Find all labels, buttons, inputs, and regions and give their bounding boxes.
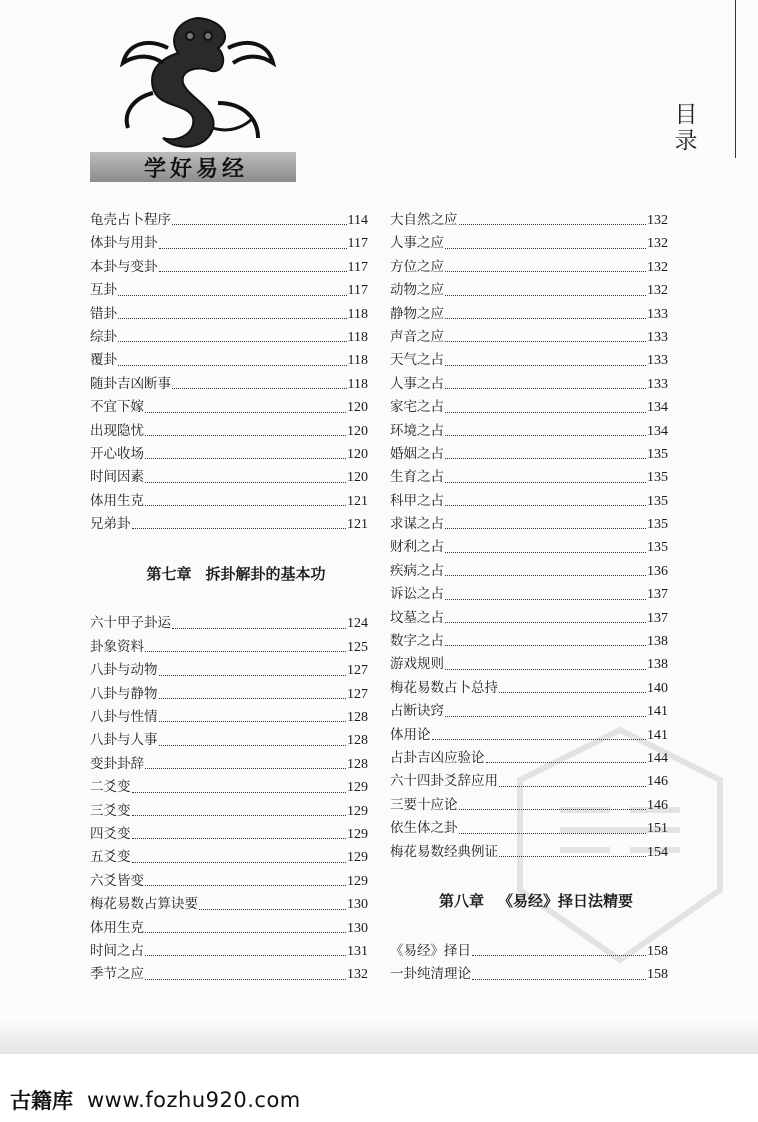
leader-dots: [132, 815, 347, 816]
leader-dots: [159, 271, 347, 272]
toc-entry-page: 131: [347, 943, 368, 959]
toc-entry[interactable]: [90, 442, 368, 465]
toc-entry-title: 环境之占: [390, 422, 444, 439]
toc-entry[interactable]: [90, 728, 368, 751]
toc-entry-page: 151: [647, 821, 668, 837]
toc-entry-page: 129: [347, 826, 368, 842]
toc-entry-page: 137: [647, 610, 668, 626]
leader-dots: [159, 745, 347, 746]
toc-entry[interactable]: [90, 752, 368, 775]
toc-entry-title: 占断诀窍: [390, 703, 444, 720]
toc-entry[interactable]: [90, 658, 368, 681]
toc-entry-title: 天气之占: [390, 352, 444, 369]
toc-entry-title: 坟墓之占: [390, 609, 444, 626]
toc-entry-page: 129: [347, 873, 368, 889]
toc-entry[interactable]: [90, 255, 368, 278]
toc-entry-page: 138: [647, 657, 668, 673]
toc-entry-title: 时间因素: [90, 469, 144, 486]
toc-entry-page: 141: [647, 704, 668, 720]
toc-entry-page: 128: [347, 733, 368, 749]
toc-entry-title: 错卦: [90, 305, 117, 322]
toc-entry-page: 121: [347, 517, 368, 533]
toc-entry-title: 人事之占: [390, 375, 444, 392]
leader-dots: [159, 721, 347, 722]
leader-dots: [445, 552, 646, 553]
toc-entry-title: 占卦吉凶应验论: [390, 749, 485, 766]
toc-entry[interactable]: [390, 465, 668, 488]
chapter-number: 第八章: [438, 892, 484, 911]
toc-entry[interactable]: [390, 348, 668, 371]
toc-entry-page: 132: [647, 213, 668, 228]
toc-entry[interactable]: [390, 652, 668, 675]
toc-entry-page: 120: [347, 470, 368, 486]
toc-entry[interactable]: [390, 419, 668, 442]
toc-entry-page: 130: [347, 920, 368, 936]
leader-dots: [445, 248, 646, 249]
toc-left-column: [90, 208, 368, 986]
toc-entry-page: 124: [347, 616, 368, 632]
toc-entry-page: 125: [347, 639, 368, 655]
leader-dots: [445, 271, 646, 272]
toc-entry-title: 梅花易数占卜总持: [390, 679, 498, 696]
toc-entry-title: 方位之应: [390, 258, 444, 275]
toc-entry-page: 117: [347, 283, 368, 299]
toc-entry[interactable]: [90, 845, 368, 868]
toc-entry-page: 132: [647, 236, 668, 252]
toc-entry-title: 八卦与性情: [90, 709, 158, 726]
toc-entry-title: 声音之应: [390, 328, 444, 345]
site-url-link[interactable]: www.fozhu920.com: [87, 1088, 301, 1112]
leader-dots: [132, 528, 347, 529]
toc-entry-title: 八卦与静物: [90, 685, 158, 702]
toc-heading-char-1: 目: [674, 102, 698, 128]
leader-dots: [445, 388, 646, 389]
leader-dots: [145, 979, 346, 980]
toc-entry-page: 129: [347, 780, 368, 796]
leader-dots: [445, 716, 646, 717]
leader-dots: [118, 365, 347, 366]
toc-entry-page: 120: [347, 400, 368, 416]
leader-dots: [445, 295, 646, 296]
toc-entry-page: 128: [347, 756, 368, 772]
toc-entry-page: 118: [347, 376, 368, 392]
spacer: [90, 535, 368, 545]
leader-dots: [472, 979, 646, 980]
toc-entry-title: 时间之占: [90, 942, 144, 959]
leader-dots: [159, 675, 347, 676]
toc-entry-page: 118: [347, 353, 368, 369]
chapter-title: 《易经》择日法精要: [498, 892, 634, 911]
toc-entry-title: 求谋之占: [390, 516, 444, 533]
leader-dots: [172, 628, 346, 629]
toc-entry-title: 互卦: [90, 282, 117, 299]
toc-entry[interactable]: [390, 208, 668, 231]
leader-dots: [445, 645, 646, 646]
chapter-heading[interactable]: [90, 545, 368, 601]
leader-dots: [499, 692, 646, 693]
toc-entry-title: 本卦与变卦: [90, 258, 158, 275]
toc-entry[interactable]: [90, 682, 368, 705]
toc-entry-title: 体用生克: [90, 492, 144, 509]
toc-entry-page: 132: [647, 259, 668, 275]
toc-entry[interactable]: [390, 302, 668, 325]
leader-dots: [132, 792, 347, 793]
toc-entry[interactable]: [90, 348, 368, 371]
toc-entry-page: 146: [647, 797, 668, 813]
toc-entry[interactable]: [90, 372, 368, 395]
toc-entry-title: 开心收场: [90, 445, 144, 462]
toc-entry-page: 138: [647, 634, 668, 650]
toc-entry[interactable]: [390, 582, 668, 605]
toc-entry[interactable]: [90, 962, 368, 985]
toc-entry[interactable]: [390, 676, 668, 699]
toc-entry-title: 游戏规则: [390, 656, 444, 673]
leader-dots: [118, 318, 347, 319]
toc-entry-title: 四爻变: [90, 825, 131, 842]
toc-entry[interactable]: [90, 489, 368, 512]
toc-entry-page: 128: [347, 710, 368, 726]
toc-entry-title: 季节之应: [90, 966, 144, 983]
toc-entry-page: 133: [647, 306, 668, 322]
toc-entry-title: 六十四卦爻辞应用: [390, 773, 498, 790]
toc-entry[interactable]: [90, 465, 368, 488]
toc-entry-page: 135: [647, 517, 668, 533]
toc-entry-page: 137: [647, 587, 668, 603]
toc-entry-page: 146: [647, 774, 668, 790]
toc-entry-title: 覆卦: [90, 352, 117, 369]
toc-entry[interactable]: [90, 822, 368, 845]
leader-dots: [118, 341, 347, 342]
bagua-watermark-icon: [500, 720, 740, 970]
toc-entry[interactable]: [90, 869, 368, 892]
toc-entry-page: 132: [347, 967, 368, 983]
toc-entry-title: 一卦纯清理论: [390, 966, 471, 983]
toc-entry-page: 135: [647, 470, 668, 486]
toc-entry[interactable]: [390, 559, 668, 582]
toc-entry-page: 130: [347, 897, 368, 913]
book-title: 学好易经: [143, 156, 248, 182]
toc-entry-page: 118: [347, 329, 368, 345]
toc-entry[interactable]: [90, 208, 368, 231]
leader-dots: [445, 458, 646, 459]
toc-entry-page: 141: [647, 727, 668, 743]
margin-rule: [735, 0, 736, 158]
toc-entry[interactable]: [90, 302, 368, 325]
leader-dots: [145, 505, 346, 506]
leader-dots: [172, 224, 347, 225]
toc-entry-title: 三要十应论: [390, 796, 458, 813]
toc-entry[interactable]: [90, 705, 368, 728]
toc-entry-title: 生育之占: [390, 469, 444, 486]
chapter-number: 第七章: [146, 564, 192, 583]
leader-dots: [459, 224, 647, 225]
leader-dots: [445, 599, 646, 600]
toc-entry-title: 兄弟卦: [90, 516, 131, 533]
toc-entry[interactable]: [390, 372, 668, 395]
leader-dots: [145, 435, 346, 436]
chapter-title: 拆卦解卦的基本功: [205, 564, 326, 583]
leader-dots: [445, 318, 646, 319]
toc-entry-page: 127: [347, 686, 368, 702]
toc-entry-title: 财利之占: [390, 539, 444, 556]
leader-dots: [445, 482, 646, 483]
toc-entry-title: 龟壳占卜程序: [90, 212, 171, 228]
toc-entry-page: 117: [347, 236, 368, 252]
toc-entry-title: 五爻变: [90, 849, 131, 866]
toc-entry[interactable]: [390, 231, 668, 254]
leader-dots: [145, 651, 346, 652]
leader-dots: [445, 412, 646, 413]
leader-dots: [159, 248, 347, 249]
toc-entry-title: 六十甲子卦运: [90, 615, 171, 632]
toc-entry-title: 婚姻之占: [390, 445, 444, 462]
toc-entry[interactable]: [390, 278, 668, 301]
toc-entry[interactable]: [90, 916, 368, 939]
toc-entry[interactable]: [390, 629, 668, 652]
toc-entry-title: 梅花易数占算诀要: [90, 896, 198, 913]
toc-entry-page: 140: [647, 680, 668, 696]
toc-entry-page: 120: [347, 446, 368, 462]
toc-entry[interactable]: [90, 799, 368, 822]
toc-entry[interactable]: [90, 892, 368, 915]
toc-entry-page: 133: [647, 329, 668, 345]
toc-entry[interactable]: [90, 611, 368, 634]
leader-dots: [145, 458, 346, 459]
toc-entry-page: 134: [647, 423, 668, 439]
leader-dots: [145, 768, 346, 769]
leader-dots: [145, 412, 346, 413]
toc-entry-page: 135: [647, 540, 668, 556]
toc-entry-title: 综卦: [90, 328, 117, 345]
toc-entry-title: 八卦与动物: [90, 662, 158, 679]
toc-entry[interactable]: [90, 419, 368, 442]
toc-entry-title: 人事之应: [390, 235, 444, 252]
toc-entry-page: 127: [347, 663, 368, 679]
leader-dots: [145, 482, 346, 483]
toc-entry[interactable]: [90, 278, 368, 301]
dragon-illustration: [108, 8, 288, 158]
leader-dots: [145, 932, 346, 933]
toc-entry[interactable]: [90, 939, 368, 962]
toc-entry-title: 疾病之占: [390, 562, 444, 579]
toc-entry[interactable]: [390, 255, 668, 278]
site-footer: [0, 1078, 758, 1122]
page-edge-shadow: [0, 1020, 758, 1054]
book-title-banner: [90, 152, 296, 182]
toc-entry-page: 129: [347, 803, 368, 819]
leader-dots: [445, 575, 646, 576]
toc-entry[interactable]: [90, 635, 368, 658]
toc-entry[interactable]: [90, 775, 368, 798]
leader-dots: [445, 365, 646, 366]
toc-entry-title: 依生体之卦: [390, 820, 458, 837]
toc-entry-title: 动物之应: [390, 282, 444, 299]
spacer: [90, 601, 368, 611]
toc-entry[interactable]: [390, 395, 668, 418]
toc-heading-char-2: 录: [674, 128, 698, 154]
toc-entry-page: 136: [647, 563, 668, 579]
toc-entry-page: 120: [347, 423, 368, 439]
toc-entry-page: 133: [647, 353, 668, 369]
toc-entry[interactable]: [90, 231, 368, 254]
toc-entry[interactable]: [90, 325, 368, 348]
toc-entry[interactable]: [90, 395, 368, 418]
toc-entry-title: 体卦与用卦: [90, 235, 158, 252]
leader-dots: [199, 909, 346, 910]
toc-entry[interactable]: [90, 512, 368, 535]
toc-entry-page: 118: [347, 306, 368, 322]
toc-entry-title: 八卦与人事: [90, 732, 158, 749]
toc-entry-page: 114: [347, 213, 368, 228]
leader-dots: [445, 505, 646, 506]
toc-entry-title: 梅花易数经典例证: [390, 843, 498, 860]
toc-entry-title: 大自然之应: [390, 212, 458, 228]
leader-dots: [445, 528, 646, 529]
leader-dots: [132, 862, 347, 863]
toc-entry[interactable]: [390, 325, 668, 348]
toc-entry-title: 《易经》择日: [390, 942, 471, 959]
toc-entry-title: 体用论: [390, 726, 431, 743]
toc-entry-page: 135: [647, 446, 668, 462]
toc-entry[interactable]: [390, 512, 668, 535]
toc-entry-page: 158: [647, 943, 668, 959]
toc-entry-title: 体用生克: [90, 919, 144, 936]
toc-entry-title: 静物之应: [390, 305, 444, 322]
toc-entry-title: 不宜下嫁: [90, 399, 144, 416]
toc-heading: [672, 102, 700, 154]
toc-entry-title: 随卦吉凶断事: [90, 375, 171, 392]
toc-entry-page: 154: [647, 844, 668, 860]
toc-entry[interactable]: [390, 535, 668, 558]
toc-entry-title: 科甲之占: [390, 492, 444, 509]
toc-entry-title: 卦象资料: [90, 638, 144, 655]
toc-entry-page: 158: [647, 967, 668, 983]
leader-dots: [145, 885, 346, 886]
toc-entry[interactable]: [390, 606, 668, 629]
leader-dots: [132, 838, 347, 839]
toc-entry-title: 出现隐忧: [90, 422, 144, 439]
toc-entry-page: 129: [347, 850, 368, 866]
leader-dots: [159, 698, 347, 699]
toc-entry-page: 133: [647, 376, 668, 392]
leader-dots: [445, 341, 646, 342]
toc-entry[interactable]: [390, 442, 668, 465]
toc-entry-title: 三爻变: [90, 802, 131, 819]
leader-dots: [172, 388, 347, 389]
leader-dots: [445, 669, 646, 670]
toc-entry-page: 144: [647, 750, 668, 766]
toc-entry-title: 变卦卦辞: [90, 755, 144, 772]
toc-entry-title: 家宅之占: [390, 399, 444, 416]
toc-entry-page: 121: [347, 493, 368, 509]
toc-entry-page: 134: [647, 400, 668, 416]
toc-entry-page: 117: [347, 259, 368, 275]
toc-entry-title: 六爻皆变: [90, 872, 144, 889]
toc-entry-page: 132: [647, 283, 668, 299]
site-name: 古籍库: [10, 1089, 73, 1113]
toc-entry-page: 135: [647, 493, 668, 509]
toc-entry-title: 数字之占: [390, 633, 444, 650]
leader-dots: [145, 955, 346, 956]
leader-dots: [118, 295, 347, 296]
toc-entry-title: 二爻变: [90, 779, 131, 796]
leader-dots: [445, 622, 646, 623]
toc-entry[interactable]: [390, 489, 668, 512]
toc-entry-title: 诉讼之占: [390, 586, 444, 603]
leader-dots: [445, 435, 646, 436]
